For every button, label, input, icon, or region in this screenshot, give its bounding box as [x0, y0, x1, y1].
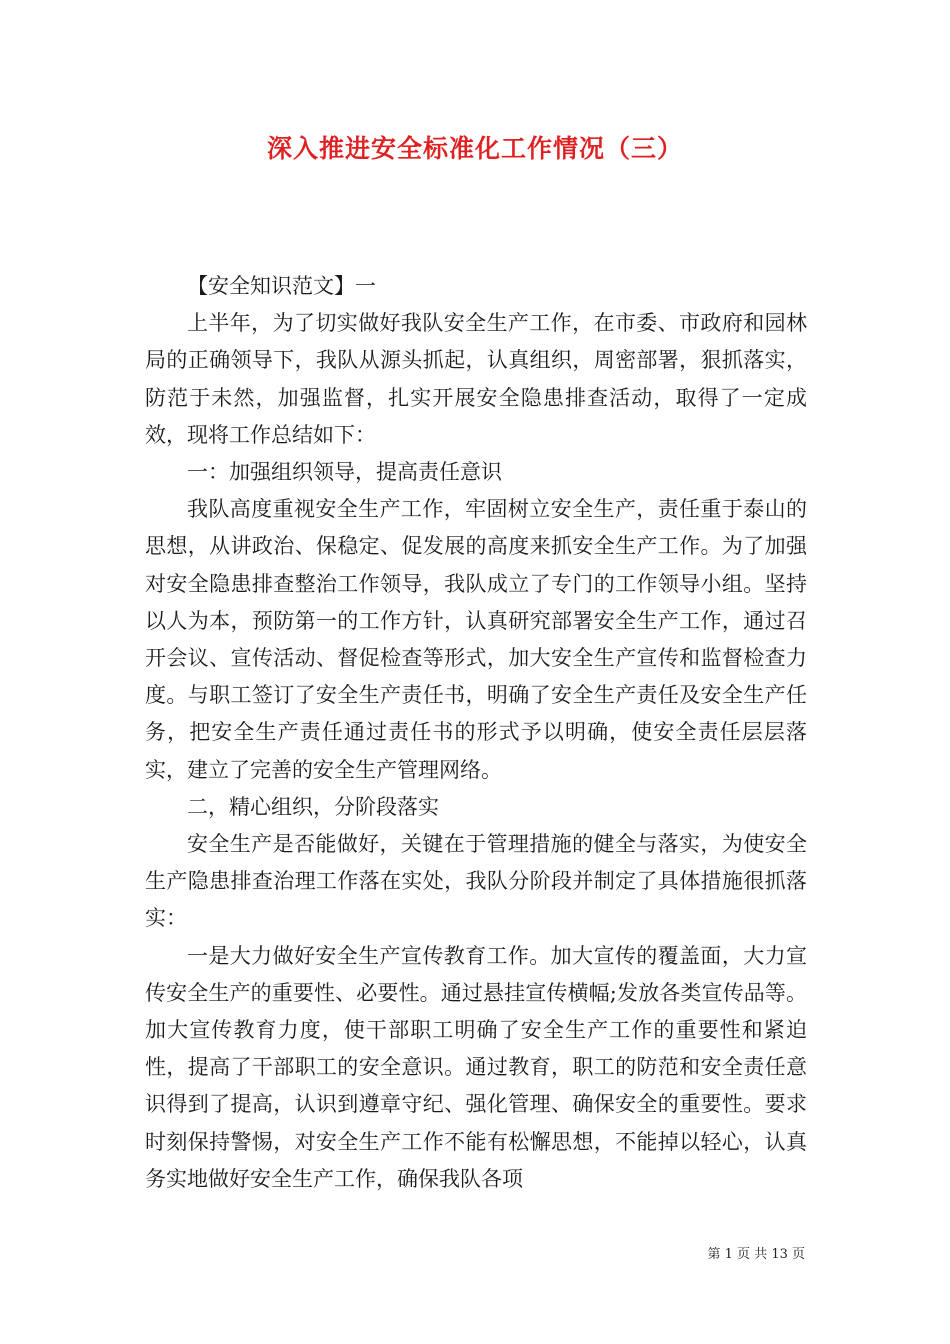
paragraph-section-2-item-1: 一是大力做好安全生产宣传教育工作。加大宣传的覆盖面，大力宣传安全生产的重要性、必要性。通过悬挂宣传横幅;发放各类宣传品等。加大宣传教育力度，使干部职工明确了安全生产工作的重要性和紧迫性，提高了干部职工的安全意识。通过教育，职工的防范和安全责任意识得到了提高，认识到遵章守纪、强化管理、确保安全的重要性。要求时刻保持警惕，对安全生产工作不能有松懈思想，不能掉以轻心，认真务实地做好安全生产工作，确保我队各项: [145, 943, 807, 1191]
section-heading-1: 一：加强组织领导，提高责任意识: [187, 460, 502, 485]
document-title: 深入推进安全标准化工作情况（三）: [266, 134, 683, 163]
paragraph-intro: 上半年，为了切实做好我队安全生产工作，在市委、市政府和园林局的正确领导下，我队从源头抓起，认真组织，周密部署，狠抓落实，防范于未然，加强监督，扎实开展安全隐患排查活动，取得了一定成效，现将工作总结如下：: [145, 311, 807, 447]
section-heading-2: 二，精心组织，分阶段落实: [187, 794, 439, 819]
paragraph-heading-label: 【安全知识范文】一: [187, 274, 376, 298]
paragraph-section-1: 我队高度重视安全生产工作，牢固树立安全生产，责任重于泰山的思想，从讲政治、保稳定、促发展的高度来抓安全生产工作。为了加强对安全隐患排查整治工作领导，我队成立了专门的工作领导小组。坚持以人为本，预防第一的工作方针，认真研究部署安全生产工作，通过召开会议、宣传活动、督促检查等形式，加大安全生产宣传和监督检查力度。与职工签订了安全生产责任书，明确了安全生产责任及安全生产任务，把安全生产责任通过责任书的形式予以明确，使安全责任层层落实，建立了完善的安全生产管理网络。: [145, 497, 807, 782]
page-number-footer: 第 1 页 共 13 页: [707, 1247, 805, 1262]
paragraph-section-2: 安全生产是否能做好，关键在于管理措施的健全与落实，为使安全生产隐患排查治理工作落在实处，我队分阶段并制定了具体措施很抓落实：: [145, 832, 807, 931]
document-body: [145, 268, 807, 1198]
